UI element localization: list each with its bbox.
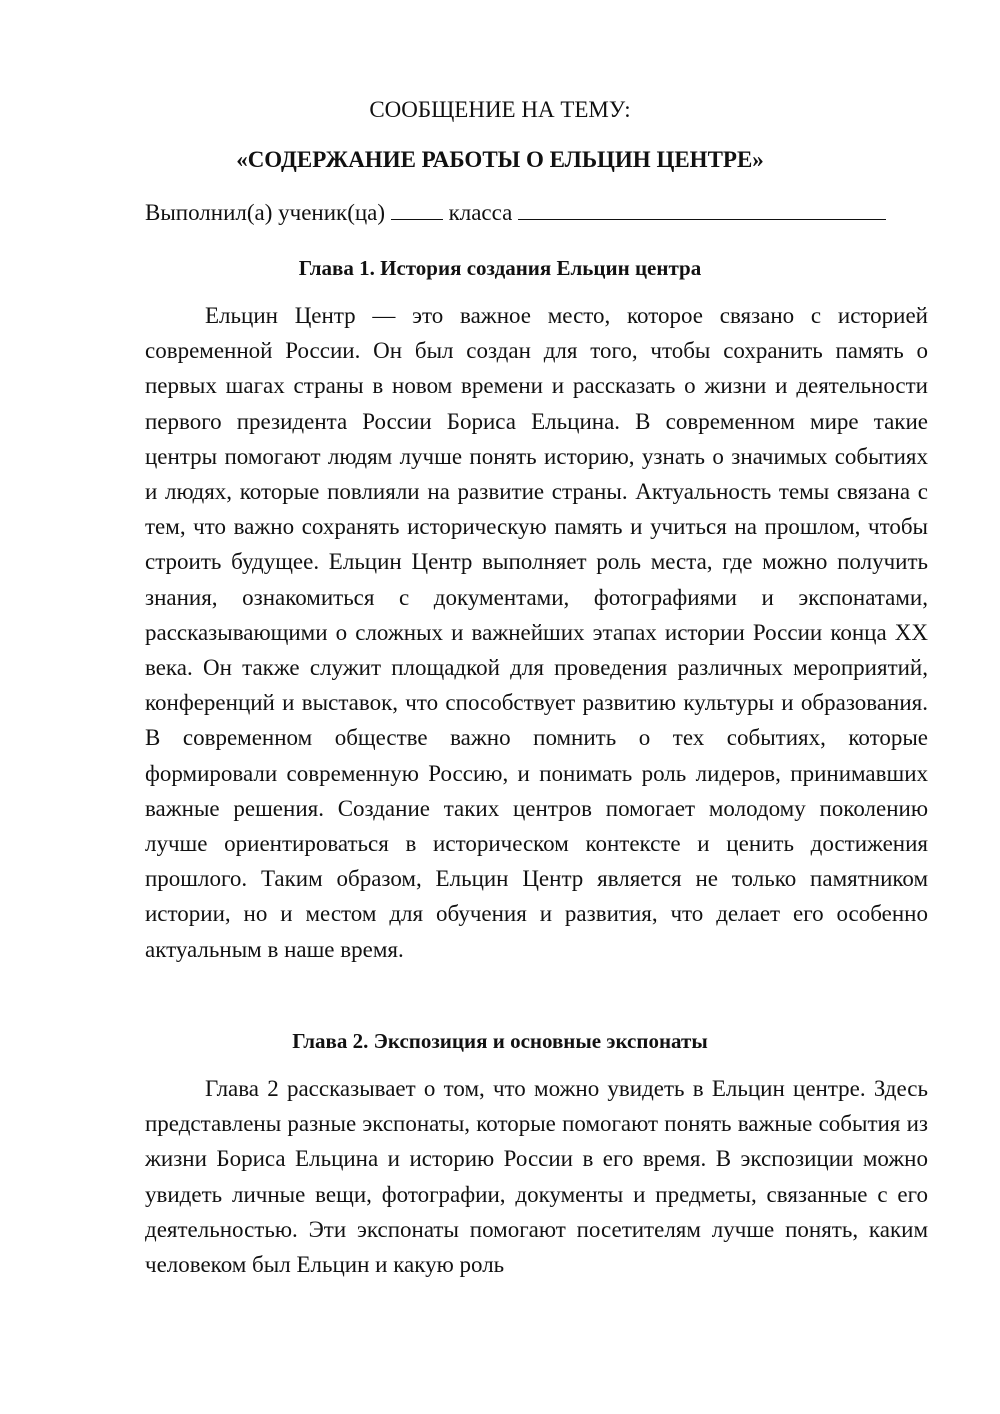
- school-blank: [518, 197, 886, 220]
- chapter-2-paragraph: Глава 2 рассказывает о том, что можно увидеть в Ельцин центре. Здесь представлены разные экспонаты, которые помогают понять важные события из жизни Бориса Ельцина и историю России в его время. В экспозиции можно увидеть личные вещи, фотографии, документы и предметы, связанные с его деятельностью. Эти экспонаты помогают посетителям лучше понять, каким человеком был Ельцин и какую роль: [145, 1076, 928, 1278]
- chapter-1-heading: Глава 1. История создания Ельцин центра: [298, 256, 702, 280]
- performed-by-label: Выполнил(а) ученик(ца): [145, 200, 386, 225]
- student-info-line: [145, 197, 935, 228]
- report-title: «СОДЕРЖАНИЕ РАБОТЫ О ЕЛЬЦИН ЦЕНТРЕ»: [236, 147, 764, 172]
- chapter-1-paragraph: Ельцин Центр — это важное место, которое связано с историей современной России. Он был создан для того, чтобы сохранить память о первых шагах страны в новом времени и рассказать о жизни и деятельности первого президента России Бориса Ельцина. В современном мире такие центры помогают людям лучше понять историю, узнать о значимых событиях и людях, которые повлияли на развитие страны. Актуальность темы связана с тем, что важно сохранять историческую память и учиться на прошлом, чтобы строить будущее. Ельцин Центр выполняет роль места, где можно получить знания, ознакомиться с документами, фотографиями и экспонатами, рассказывающими о сложных и важнейших этапах истории России конца XX века. Он также служит площадкой для проведения различных мероприятий, конференций и выставок, что способствует развитию культуры и образования. В современном обществе важно помнить о тех событиях, которые формировали современную Россию, и понимать роль лидеров, принимавших важные решения. Создание таких центров помогает молодому поколению лучше ориентироваться в историческом контексте и ценить достижения прошлого. Таким образом, Ельцин Центр является не только памятником истории, но и местом для обучения и развития, что делает его особенно актуальным в наше время.: [145, 303, 928, 962]
- class-label: класса: [448, 200, 513, 225]
- report-topic-label: СООБЩЕНИЕ НА ТЕМУ:: [369, 97, 631, 122]
- class-number-blank: [391, 197, 443, 220]
- chapter-2-heading: Глава 2. Экспозиция и основные экспонаты: [292, 1029, 708, 1053]
